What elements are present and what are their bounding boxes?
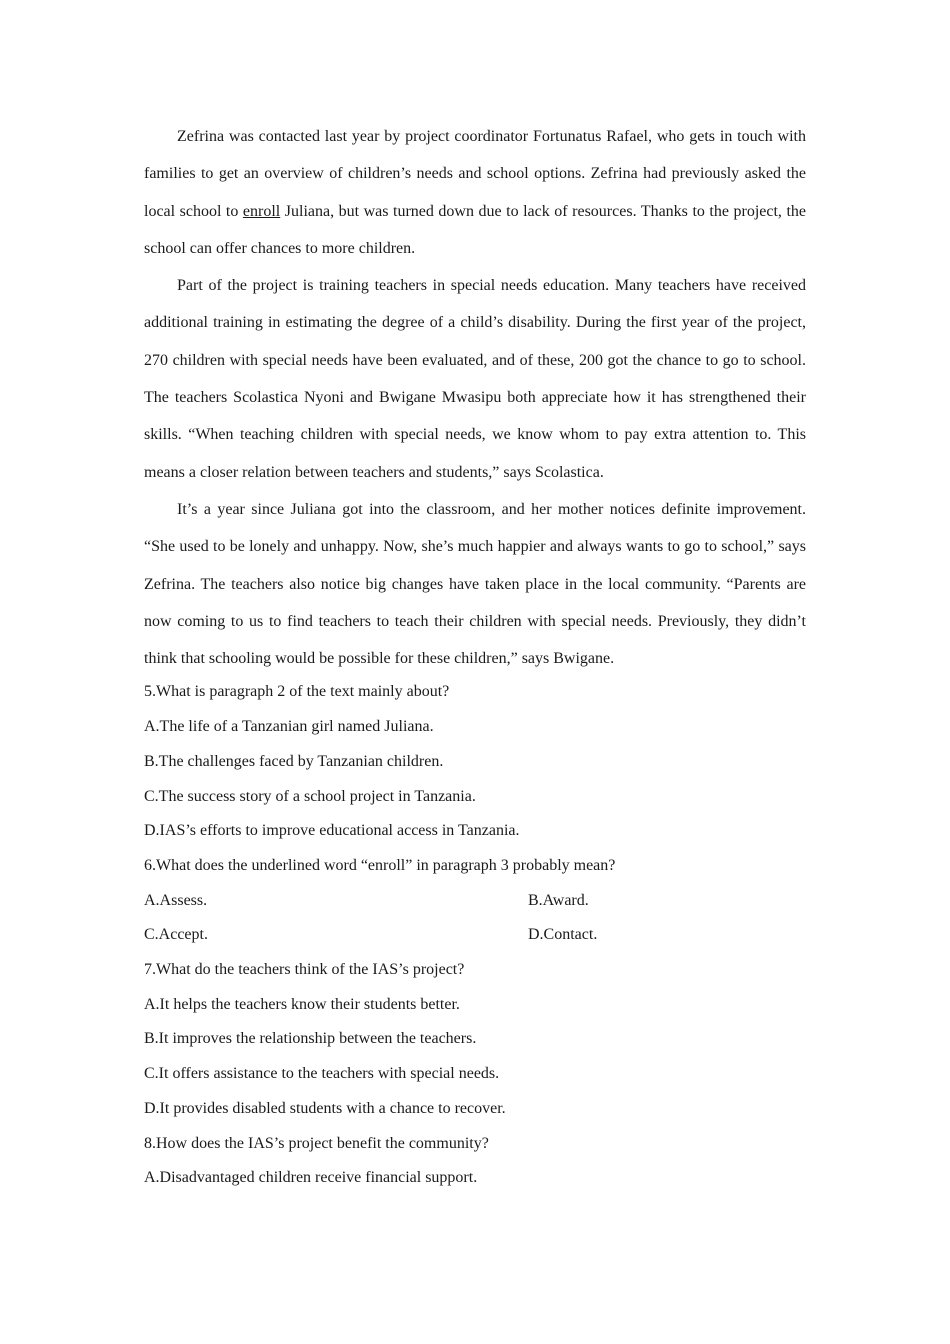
question-8-stem: 8.How does the IAS’s project benefit the community? [144,1134,489,1152]
question-6-option-b: B.Award. [528,891,589,909]
question-7-stem: 7.What do the teachers think of the IAS’s project? [144,961,465,979]
question-5-option-c: C.The success story of a school project in Tanzania. [144,787,476,805]
question-6-options-row-2 [144,918,806,953]
question-6-option-a: A.Assess. [144,891,208,909]
question-8-option-a: A.Disadvantaged children receive financial support. [144,1169,478,1187]
passage-paragraph-2: Part of the project is training teachers in special needs education. Many teachers have received additional training in estimating the degree of a child’s disability. During the first year of the project, 270 children with special needs have been evaluated, and of these, 200 got the chance to go to school. The teachers Scolastica Nyoni and Bwigane Mwasipu both appreciate how it has strengthened their skills. “When teaching children with special needs, we know whom to pay extra attention to. This means a closer relation between teachers and students,” says Scolastica. [144,277,806,481]
question-7-option-b: B.It improves the relationship between the teachers. [144,1030,477,1048]
question-5-stem: 5.What is paragraph 2 of the text mainly about? [144,683,450,701]
underlined-word-enroll: enroll [242,202,281,220]
question-5-option-a: A.The life of a Tanzanian girl named Juliana. [144,718,434,736]
question-6-options-row-1 [144,884,806,919]
question-5-option-d: D.IAS’s efforts to improve educational access in Tanzania. [144,822,520,840]
question-6-stem: 6.What does the underlined word “enroll” in paragraph 3 probably mean? [144,856,616,874]
document-page [144,118,806,1196]
question-6-option-c: C.Accept. [144,926,208,944]
question-5-option-b: B.The challenges faced by Tanzanian children. [144,752,444,770]
question-7-option-d: D.It provides disabled students with a chance to recover. [144,1099,506,1117]
passage-paragraph-3: It’s a year since Juliana got into the classroom, and her mother notices definite improvement. “She used to be lonely and unhappy. Now, she’s much happier and always wants to go to school,” says Zefrina. The teachers also notice big changes have taken place in the local community. “Parents are now coming to us to find teachers to teach their children with special needs. Previously, they didn’t think that schooling would be possible for these children,” says Bwigane. [144,500,806,668]
question-7-option-a: A.It helps the teachers know their students better. [144,995,460,1013]
questions-section [144,675,806,1196]
passage-paragraph-1 [144,118,806,267]
paragraph-1-text-before: Zefrina was contacted last year by project coordinator Fortunatus Rafael, who gets in touch with families to get an overview of children’s needs and school options. Zefrina had previously asked the local school to [144,128,806,220]
paragraph-1-text-after: Juliana, but was turned down due to lack of resources. Thanks to the project, the school can offer chances to more children. [144,202,806,257]
question-7-option-c: C.It offers assistance to the teachers with special needs. [144,1065,500,1083]
question-6-option-d: D.Contact. [528,926,598,944]
